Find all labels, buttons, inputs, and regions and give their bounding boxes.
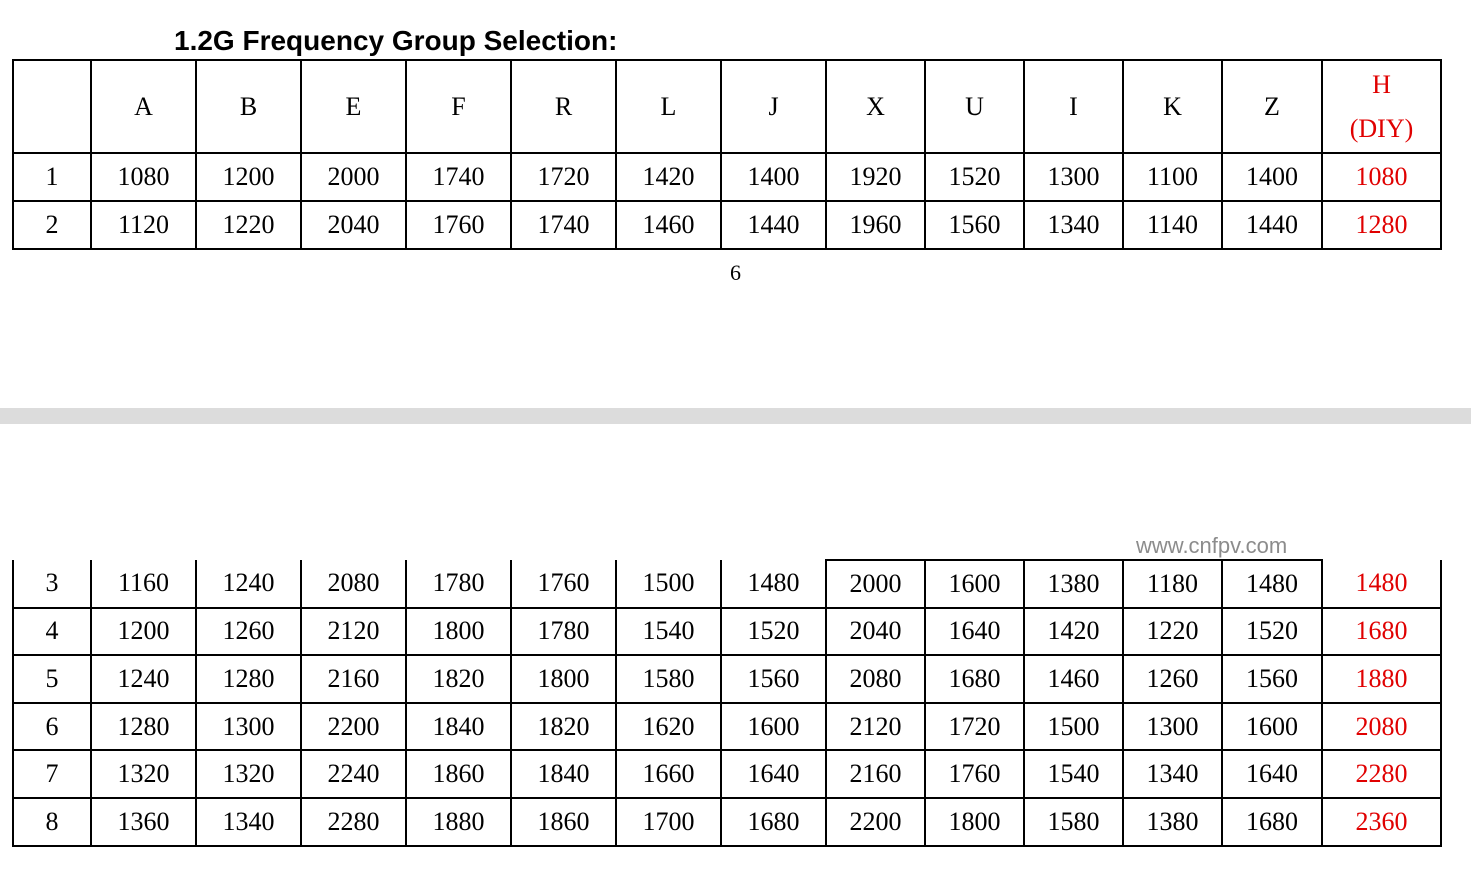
channel-number-cell: 5 <box>13 655 91 703</box>
frequency-cell-k: 1100 <box>1123 153 1222 201</box>
frequency-cell-x: 2120 <box>826 703 925 751</box>
frequency-cell-l: 1700 <box>616 798 721 846</box>
column-header-k: K <box>1123 60 1222 153</box>
frequency-cell-b: 1260 <box>196 608 301 656</box>
channel-number-cell: 3 <box>13 560 91 608</box>
column-header-i: I <box>1024 60 1123 153</box>
frequency-cell-k: 1140 <box>1123 201 1222 249</box>
page-title: 1.2G Frequency Group Selection: <box>174 25 618 56</box>
frequency-cell-l: 1540 <box>616 608 721 656</box>
frequency-cell-u: 1680 <box>925 655 1024 703</box>
column-header-l: L <box>616 60 721 153</box>
frequency-cell-b: 1220 <box>196 201 301 249</box>
table-row <box>13 560 1441 608</box>
frequency-cell-b: 1320 <box>196 750 301 798</box>
corner-header <box>13 60 91 153</box>
frequency-cell-j: 1480 <box>721 560 826 608</box>
frequency-cell-z: 1560 <box>1222 655 1322 703</box>
frequency-cell-f: 1840 <box>406 703 511 751</box>
frequency-cell-a: 1120 <box>91 201 196 249</box>
frequency-cell-a: 1080 <box>91 153 196 201</box>
frequency-cell-b: 1300 <box>196 703 301 751</box>
channel-number-cell: 6 <box>13 703 91 751</box>
frequency-cell-i: 1500 <box>1024 703 1123 751</box>
frequency-cell-h-diy: 1880 <box>1322 655 1441 703</box>
frequency-cell-b: 1240 <box>196 560 301 608</box>
frequency-cell-u: 1560 <box>925 201 1024 249</box>
frequency-cell-l: 1580 <box>616 655 721 703</box>
frequency-cell-x: 2200 <box>826 798 925 846</box>
frequency-cell-z: 1480 <box>1222 560 1322 608</box>
frequency-cell-u: 1760 <box>925 750 1024 798</box>
frequency-cell-z: 1440 <box>1222 201 1322 249</box>
table-row <box>13 703 1441 751</box>
channel-number-cell: 2 <box>13 201 91 249</box>
frequency-cell-e: 2000 <box>301 153 406 201</box>
frequency-cell-a: 1360 <box>91 798 196 846</box>
page-number: 6 <box>730 260 741 285</box>
frequency-cell-r: 1760 <box>511 560 616 608</box>
frequency-cell-h-diy: 1480 <box>1322 560 1441 608</box>
frequency-cell-z: 1520 <box>1222 608 1322 656</box>
frequency-cell-u: 1800 <box>925 798 1024 846</box>
frequency-cell-f: 1740 <box>406 153 511 201</box>
diy-header-note: (DIY) <box>1349 113 1414 143</box>
frequency-cell-x: 1960 <box>826 201 925 249</box>
table-row <box>13 201 1441 249</box>
frequency-cell-f: 1880 <box>406 798 511 846</box>
frequency-table-part-2 <box>12 559 1442 847</box>
frequency-cell-e: 2160 <box>301 655 406 703</box>
frequency-cell-i: 1540 <box>1024 750 1123 798</box>
channel-number-cell: 1 <box>13 153 91 201</box>
table-row <box>13 750 1441 798</box>
frequency-cell-k: 1340 <box>1123 750 1222 798</box>
frequency-cell-z: 1400 <box>1222 153 1322 201</box>
frequency-cell-u: 1520 <box>925 153 1024 201</box>
column-header-f: F <box>406 60 511 153</box>
diy-header-letter: H <box>1372 69 1391 99</box>
frequency-cell-j: 1680 <box>721 798 826 846</box>
frequency-cell-b: 1340 <box>196 798 301 846</box>
frequency-cell-k: 1260 <box>1123 655 1222 703</box>
frequency-cell-h-diy: 2280 <box>1322 750 1441 798</box>
frequency-cell-j: 1640 <box>721 750 826 798</box>
frequency-cell-j: 1400 <box>721 153 826 201</box>
frequency-cell-f: 1780 <box>406 560 511 608</box>
frequency-cell-l: 1500 <box>616 560 721 608</box>
frequency-cell-b: 1200 <box>196 153 301 201</box>
frequency-cell-i: 1340 <box>1024 201 1123 249</box>
table-row <box>13 798 1441 846</box>
channel-number-cell: 4 <box>13 608 91 656</box>
column-header-r: R <box>511 60 616 153</box>
frequency-cell-x: 2000 <box>826 560 925 608</box>
column-header-z: Z <box>1222 60 1322 153</box>
frequency-cell-r: 1820 <box>511 703 616 751</box>
frequency-cell-a: 1240 <box>91 655 196 703</box>
column-header-j: J <box>721 60 826 153</box>
frequency-cell-e: 2240 <box>301 750 406 798</box>
frequency-cell-f: 1860 <box>406 750 511 798</box>
frequency-cell-e: 2040 <box>301 201 406 249</box>
column-header-u: U <box>925 60 1024 153</box>
table-row <box>13 153 1441 201</box>
frequency-cell-e: 2120 <box>301 608 406 656</box>
frequency-cell-i: 1460 <box>1024 655 1123 703</box>
frequency-cell-j: 1440 <box>721 201 826 249</box>
frequency-cell-h-diy: 1080 <box>1322 153 1441 201</box>
frequency-cell-f: 1760 <box>406 201 511 249</box>
frequency-cell-u: 1600 <box>925 560 1024 608</box>
frequency-cell-a: 1320 <box>91 750 196 798</box>
column-header-a: A <box>91 60 196 153</box>
frequency-cell-i: 1580 <box>1024 798 1123 846</box>
frequency-cell-k: 1380 <box>1123 798 1222 846</box>
frequency-cell-x: 2080 <box>826 655 925 703</box>
header-row <box>13 60 1441 153</box>
frequency-cell-x: 1920 <box>826 153 925 201</box>
frequency-cell-l: 1660 <box>616 750 721 798</box>
frequency-cell-e: 2080 <box>301 560 406 608</box>
frequency-cell-j: 1520 <box>721 608 826 656</box>
frequency-cell-f: 1800 <box>406 608 511 656</box>
frequency-cell-l: 1460 <box>616 201 721 249</box>
frequency-cell-u: 1720 <box>925 703 1024 751</box>
table-row <box>13 608 1441 656</box>
frequency-cell-r: 1780 <box>511 608 616 656</box>
frequency-cell-r: 1720 <box>511 153 616 201</box>
frequency-table-part-1 <box>12 59 1442 250</box>
frequency-cell-h-diy: 2360 <box>1322 798 1441 846</box>
column-header-b: B <box>196 60 301 153</box>
frequency-cell-k: 1220 <box>1123 608 1222 656</box>
frequency-cell-e: 2280 <box>301 798 406 846</box>
frequency-cell-f: 1820 <box>406 655 511 703</box>
frequency-cell-a: 1200 <box>91 608 196 656</box>
frequency-cell-j: 1600 <box>721 703 826 751</box>
column-header-x: X <box>826 60 925 153</box>
frequency-cell-r: 1860 <box>511 798 616 846</box>
frequency-cell-l: 1420 <box>616 153 721 201</box>
page-break-divider <box>0 408 1471 424</box>
frequency-cell-j: 1560 <box>721 655 826 703</box>
frequency-cell-z: 1640 <box>1222 750 1322 798</box>
frequency-cell-x: 2160 <box>826 750 925 798</box>
frequency-cell-r: 1740 <box>511 201 616 249</box>
frequency-cell-r: 1840 <box>511 750 616 798</box>
frequency-cell-k: 1300 <box>1123 703 1222 751</box>
frequency-cell-e: 2200 <box>301 703 406 751</box>
channel-number-cell: 7 <box>13 750 91 798</box>
channel-number-cell: 8 <box>13 798 91 846</box>
frequency-cell-i: 1420 <box>1024 608 1123 656</box>
column-header-e: E <box>301 60 406 153</box>
table-row <box>13 655 1441 703</box>
frequency-cell-b: 1280 <box>196 655 301 703</box>
frequency-cell-x: 2040 <box>826 608 925 656</box>
frequency-cell-h-diy: 1680 <box>1322 608 1441 656</box>
frequency-cell-a: 1160 <box>91 560 196 608</box>
watermark: www.cnfpv.com <box>1136 533 1288 558</box>
frequency-cell-u: 1640 <box>925 608 1024 656</box>
column-header-h-diy <box>1322 60 1441 153</box>
frequency-cell-z: 1600 <box>1222 703 1322 751</box>
frequency-cell-l: 1620 <box>616 703 721 751</box>
frequency-cell-k: 1180 <box>1123 560 1222 608</box>
frequency-cell-i: 1300 <box>1024 153 1123 201</box>
frequency-cell-i: 1380 <box>1024 560 1123 608</box>
frequency-cell-h-diy: 1280 <box>1322 201 1441 249</box>
frequency-cell-a: 1280 <box>91 703 196 751</box>
frequency-cell-r: 1800 <box>511 655 616 703</box>
frequency-cell-z: 1680 <box>1222 798 1322 846</box>
frequency-cell-h-diy: 2080 <box>1322 703 1441 751</box>
